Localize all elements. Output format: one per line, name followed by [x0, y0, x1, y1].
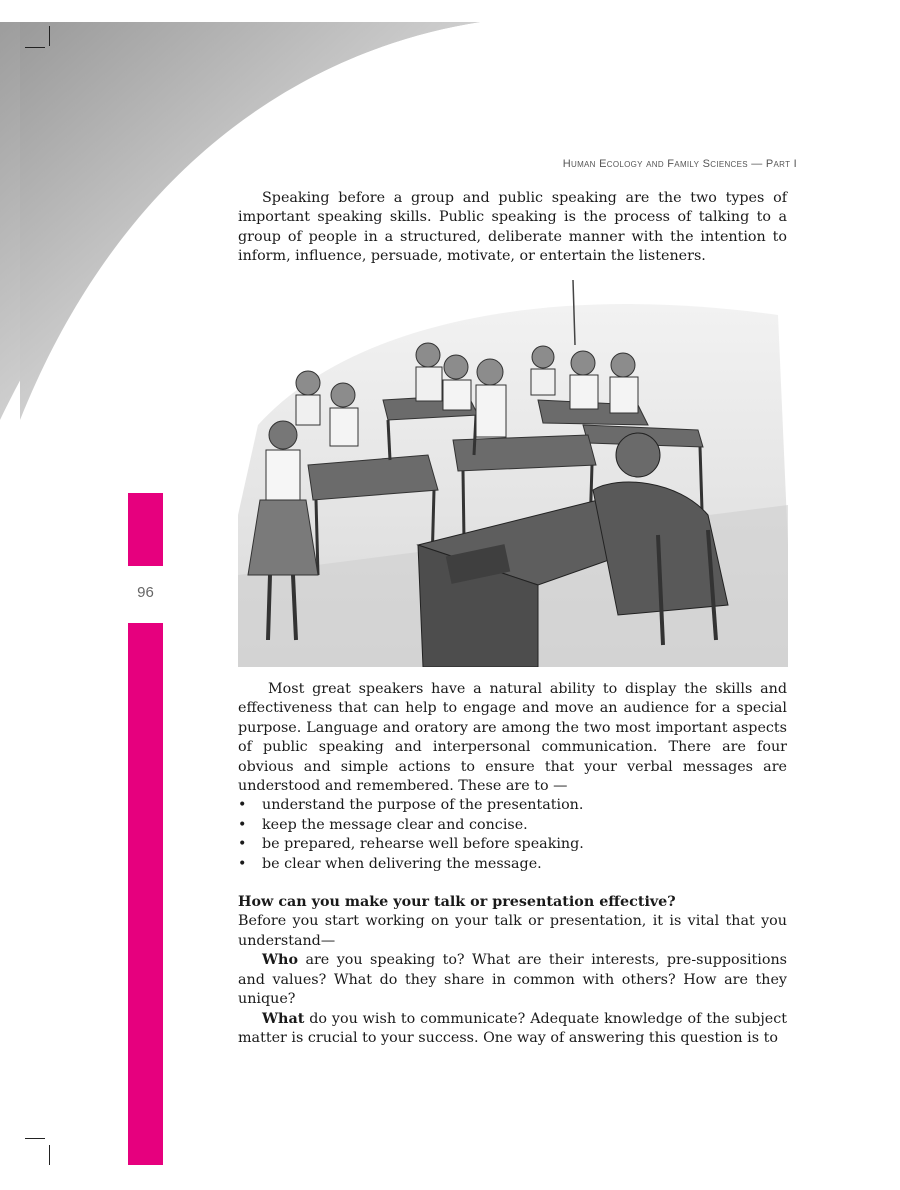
body-block — [238, 680, 787, 1048]
accent-bar-lower — [128, 623, 163, 1165]
what-term: What — [262, 1010, 305, 1027]
bullet-glyph: • — [238, 816, 247, 833]
body-paragraph-1: Most great speakers have a natural ability to display the skills and effectiveness that can help to engage and move an audience for a special purpose. Language and oratory are among the two most important aspects of public speaking and interpersonal communication. There are four obvious and simple actions to ensure that your verbal messages are understood and remembered. These are to — — [238, 681, 787, 795]
page-number: 96 — [137, 584, 154, 601]
list-item: • be clear when delivering the message. — [238, 855, 787, 874]
intro-block — [238, 189, 787, 267]
list-item: • keep the message clear and concise. — [238, 816, 787, 835]
bullet-glyph: • — [238, 836, 247, 853]
who-paragraph — [238, 951, 787, 1009]
crop-mark-bottom-v — [49, 1145, 50, 1165]
crop-mark-top-h — [25, 47, 45, 48]
intro-paragraph: Speaking before a group and public speaking are the two types of important speaking skills. Public speaking is the process of talking to a group of people in a structured, deliberate manner with the intention to inform, influence, persuade, motivate, or entertain the listeners. — [238, 190, 787, 265]
crop-mark-bottom-h — [25, 1138, 45, 1139]
accent-bar-upper — [128, 493, 163, 566]
what-paragraph — [238, 1010, 787, 1049]
bullet-glyph: • — [238, 855, 247, 872]
who-term: Who — [262, 952, 298, 969]
list-item: • understand the purpose of the presentation. — [238, 796, 787, 815]
bullet-glyph: • — [238, 797, 247, 814]
section-heading: How can you make your talk or presentation effective? — [238, 894, 676, 911]
running-header: Human Ecology and Family Sciences — Part I — [562, 158, 797, 170]
who-text: are you speaking to? What are their interests, pre-suppositions and values? What do they share in common with others? How are they unique? — [238, 952, 787, 1008]
action-list — [238, 796, 787, 874]
crop-mark-top-v — [49, 26, 50, 46]
classroom-illustration — [238, 275, 788, 667]
list-item: • be prepared, rehearse well before speaking. — [238, 835, 787, 854]
what-text: do you wish to communicate? Adequate knowledge of the subject matter is crucial to your success. One way of answering this question is to — [238, 1010, 787, 1046]
body-paragraph-2: Before you start working on your talk or presentation, it is vital that you understand— — [238, 913, 787, 949]
